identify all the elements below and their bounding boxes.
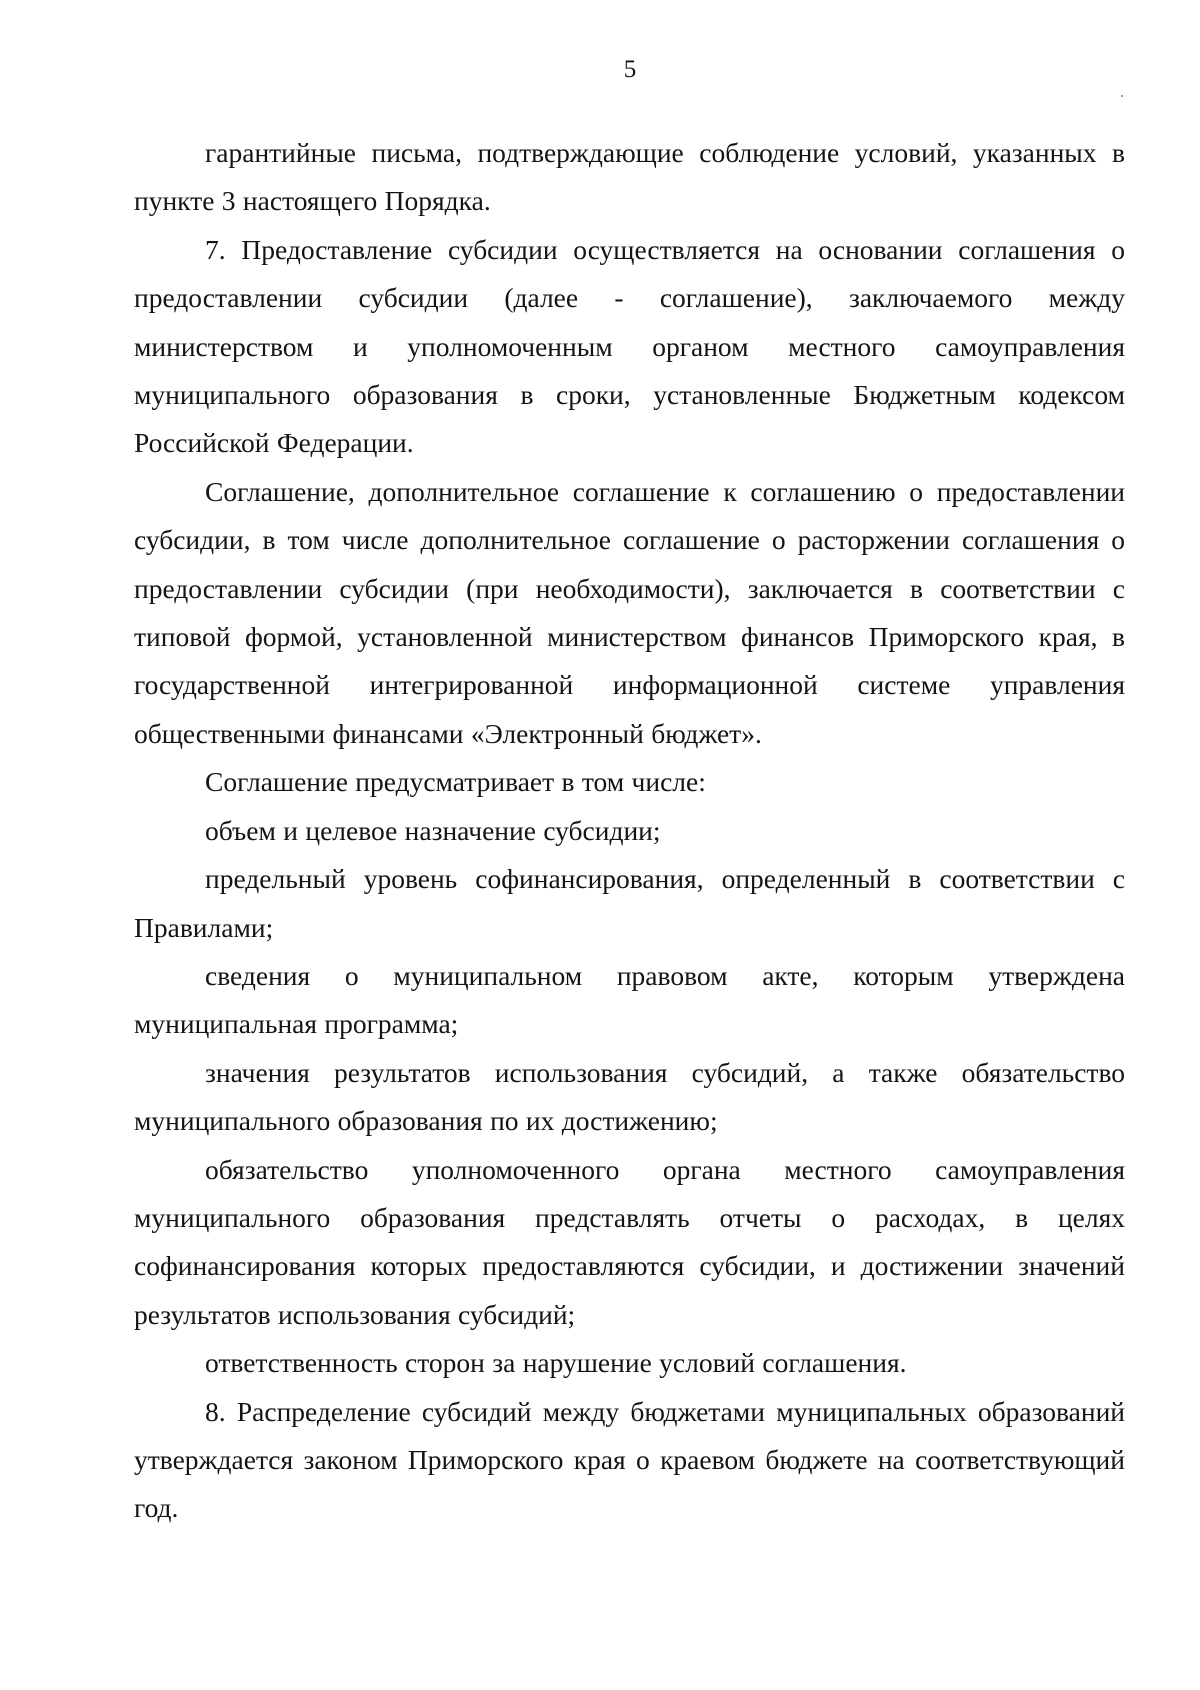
- list-item-volume-purpose: объем и целевое назначение субсидии;: [205, 814, 661, 846]
- paragraph-8-distribution: 8. Распределение субсидий между бюджетами муниципальных образований утверждается законом Приморского края о краевом бюджете на соответствующий год.: [134, 1395, 1125, 1524]
- paragraph-7-subsidy-agreement: 7. Предоставление субсидии осуществляется на основании соглашения о предоставлении субсидии (далее - соглашение), заключаемого между министерством и уполномоченным органом местного самоуправления муниципального образования в сроки, установленные Бюджетным кодексом Российской Федерации.: [134, 233, 1125, 459]
- document-body: [134, 129, 1125, 1533]
- paragraph-agreement-form: Соглашение, дополнительное соглашение к соглашению о предоставлении субсидии, в том числе дополнительное соглашение о расторжении соглашения о предоставлении субсидии (при необходимости), заключается в соответствии с типовой формой, установленной министерством финансов Приморского края, в государственной интегрированной информационной системе управления общественными финансами «Электронный бюджет».: [134, 475, 1125, 749]
- paragraph-guarantee-letters: гарантийные письма, подтверждающие соблюдение условий, указанных в пункте 3 настоящего Порядка.: [134, 137, 1125, 217]
- paragraph-agreement-provides: Соглашение предусматривает в том числе:: [205, 766, 706, 798]
- list-item-liability: ответственность сторон за нарушение условий соглашения.: [205, 1347, 907, 1379]
- scan-speck: [1121, 95, 1123, 97]
- page-number: 5: [623, 56, 637, 83]
- list-item-cofinancing-level: предельный уровень софинансирования, определенный в соответствии с Правилами;: [134, 863, 1125, 943]
- list-item-reporting-obligation: обязательство уполномоченного органа местного самоуправления муниципального образования представлять отчеты о расходах, в целях софинансирования которых предоставляются субсидии, и достижении значений результатов использования субсидий;: [134, 1153, 1125, 1330]
- list-item-municipal-act: сведения о муниципальном правовом акте, которым утверждена муниципальная программа;: [134, 959, 1125, 1040]
- list-item-result-values: значения результатов использования субсидий, а также обязательство муниципального образования по их достижению;: [134, 1056, 1125, 1137]
